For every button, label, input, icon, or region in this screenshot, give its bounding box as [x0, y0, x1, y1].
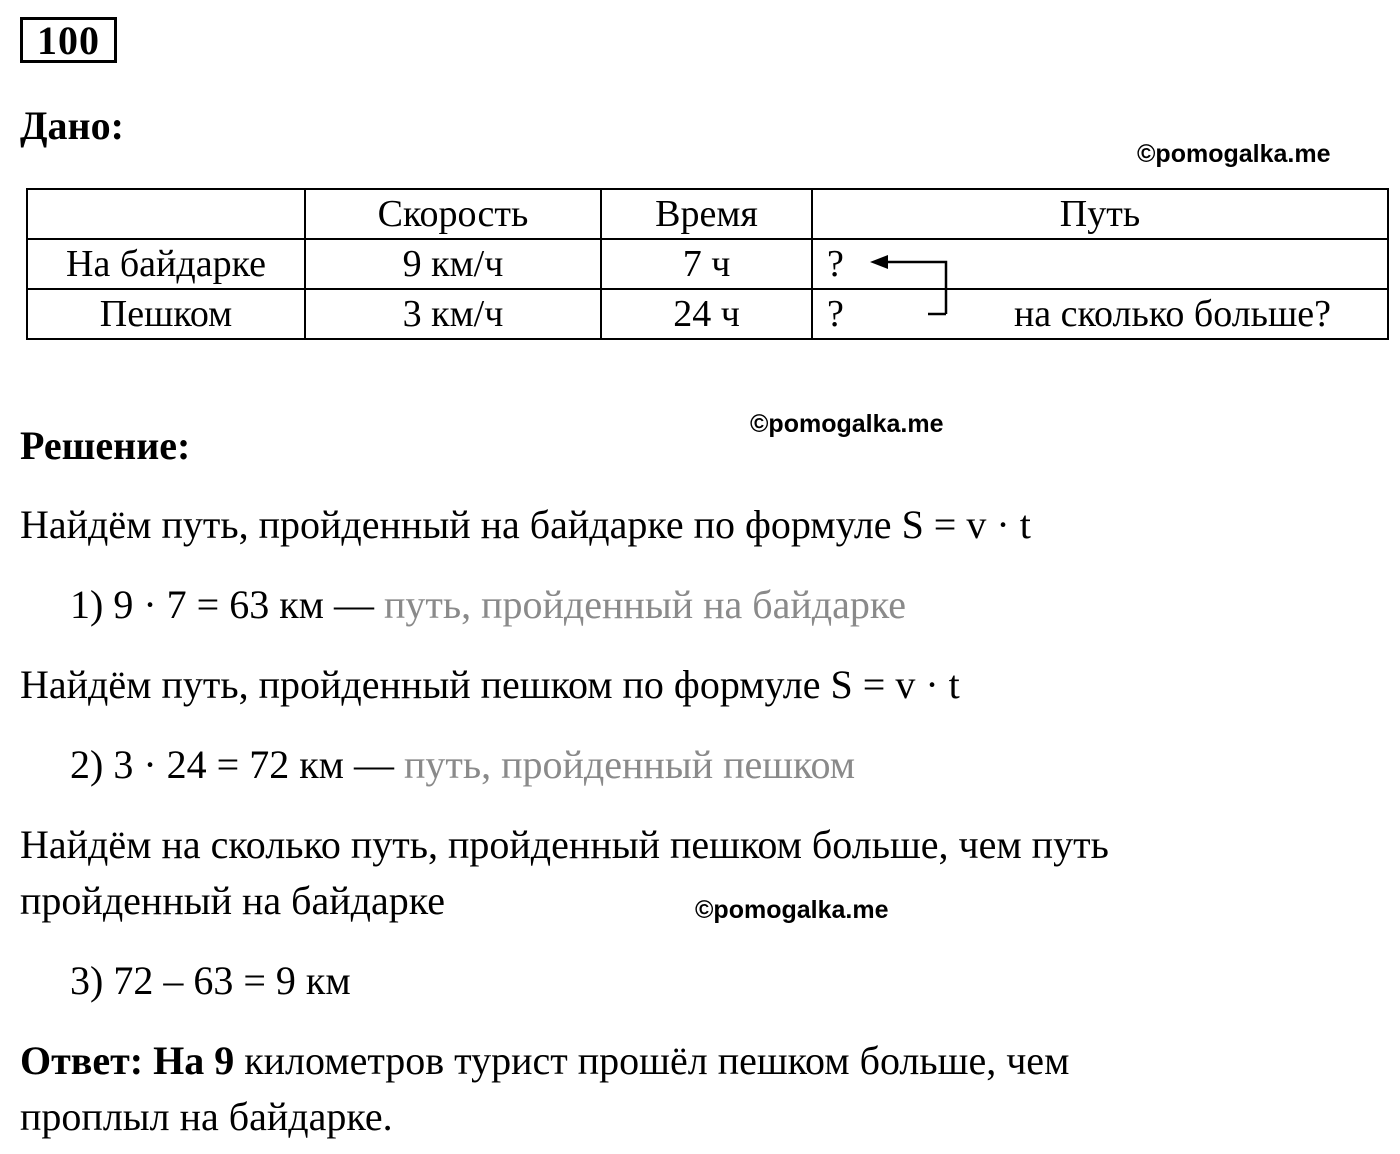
header-cell-path: Путь: [812, 189, 1388, 239]
header-cell-empty: [27, 189, 305, 239]
answer-text-1: километров турист прошёл пешком больше, чем: [244, 1038, 1070, 1083]
row-label: Пешком: [27, 289, 305, 339]
step-2-calc: 2) 3 · 24 = 72 км —: [70, 742, 394, 787]
answer-label: Ответ:: [20, 1038, 144, 1083]
solution-line-2: Найдём путь, пройденный пешком по формуле S = v · t: [20, 662, 960, 707]
given-heading: Дано:: [20, 103, 124, 148]
problem-number: 100: [20, 17, 117, 63]
step-1-calc: 1) 9 · 7 = 63 км —: [70, 582, 374, 627]
time-cell: 7 ч: [601, 239, 812, 289]
table-row: [27, 289, 1388, 339]
header-cell-speed: Скорость: [305, 189, 601, 239]
table-row: [27, 239, 1388, 289]
speed-cell: 9 км/ч: [305, 239, 601, 289]
time-cell: 24 ч: [601, 289, 812, 339]
step-2: [70, 742, 855, 788]
answer-value: На 9: [153, 1038, 235, 1083]
answer-line-2: проплыл на байдарке.: [20, 1094, 393, 1139]
step-1-note: путь, пройденный на байдарке: [383, 582, 907, 627]
solution-line-3a: Найдём на сколько путь, пройденный пешком больше, чем путь: [20, 822, 1109, 867]
watermark: ©pomogalka.me: [750, 410, 944, 438]
speed-cell: 3 км/ч: [305, 289, 601, 339]
unknown-mark: ?: [827, 293, 844, 335]
comparison-arrow-icon: [858, 252, 958, 322]
step-1: [70, 582, 906, 628]
solution-heading: Решение:: [20, 423, 191, 468]
unknown-mark: ?: [827, 243, 844, 285]
solution-line-3b: пройденный на байдарке: [20, 878, 445, 923]
watermark: ©pomogalka.me: [695, 896, 889, 924]
given-table: [26, 188, 1389, 340]
step-3: 3) 72 – 63 = 9 км: [70, 958, 351, 1003]
answer-line-1: [20, 1038, 1069, 1084]
step-2-note: путь, пройденный пешком: [403, 742, 856, 787]
watermark: ©pomogalka.me: [1137, 140, 1331, 168]
solution-line-1: Найдём путь, пройденный на байдарке по формуле S = v · t: [20, 502, 1031, 547]
row-label: На байдарке: [27, 239, 305, 289]
comparison-question: на сколько больше?: [1013, 293, 1331, 335]
header-cell-time: Время: [601, 189, 812, 239]
table-header-row: [27, 189, 1388, 239]
